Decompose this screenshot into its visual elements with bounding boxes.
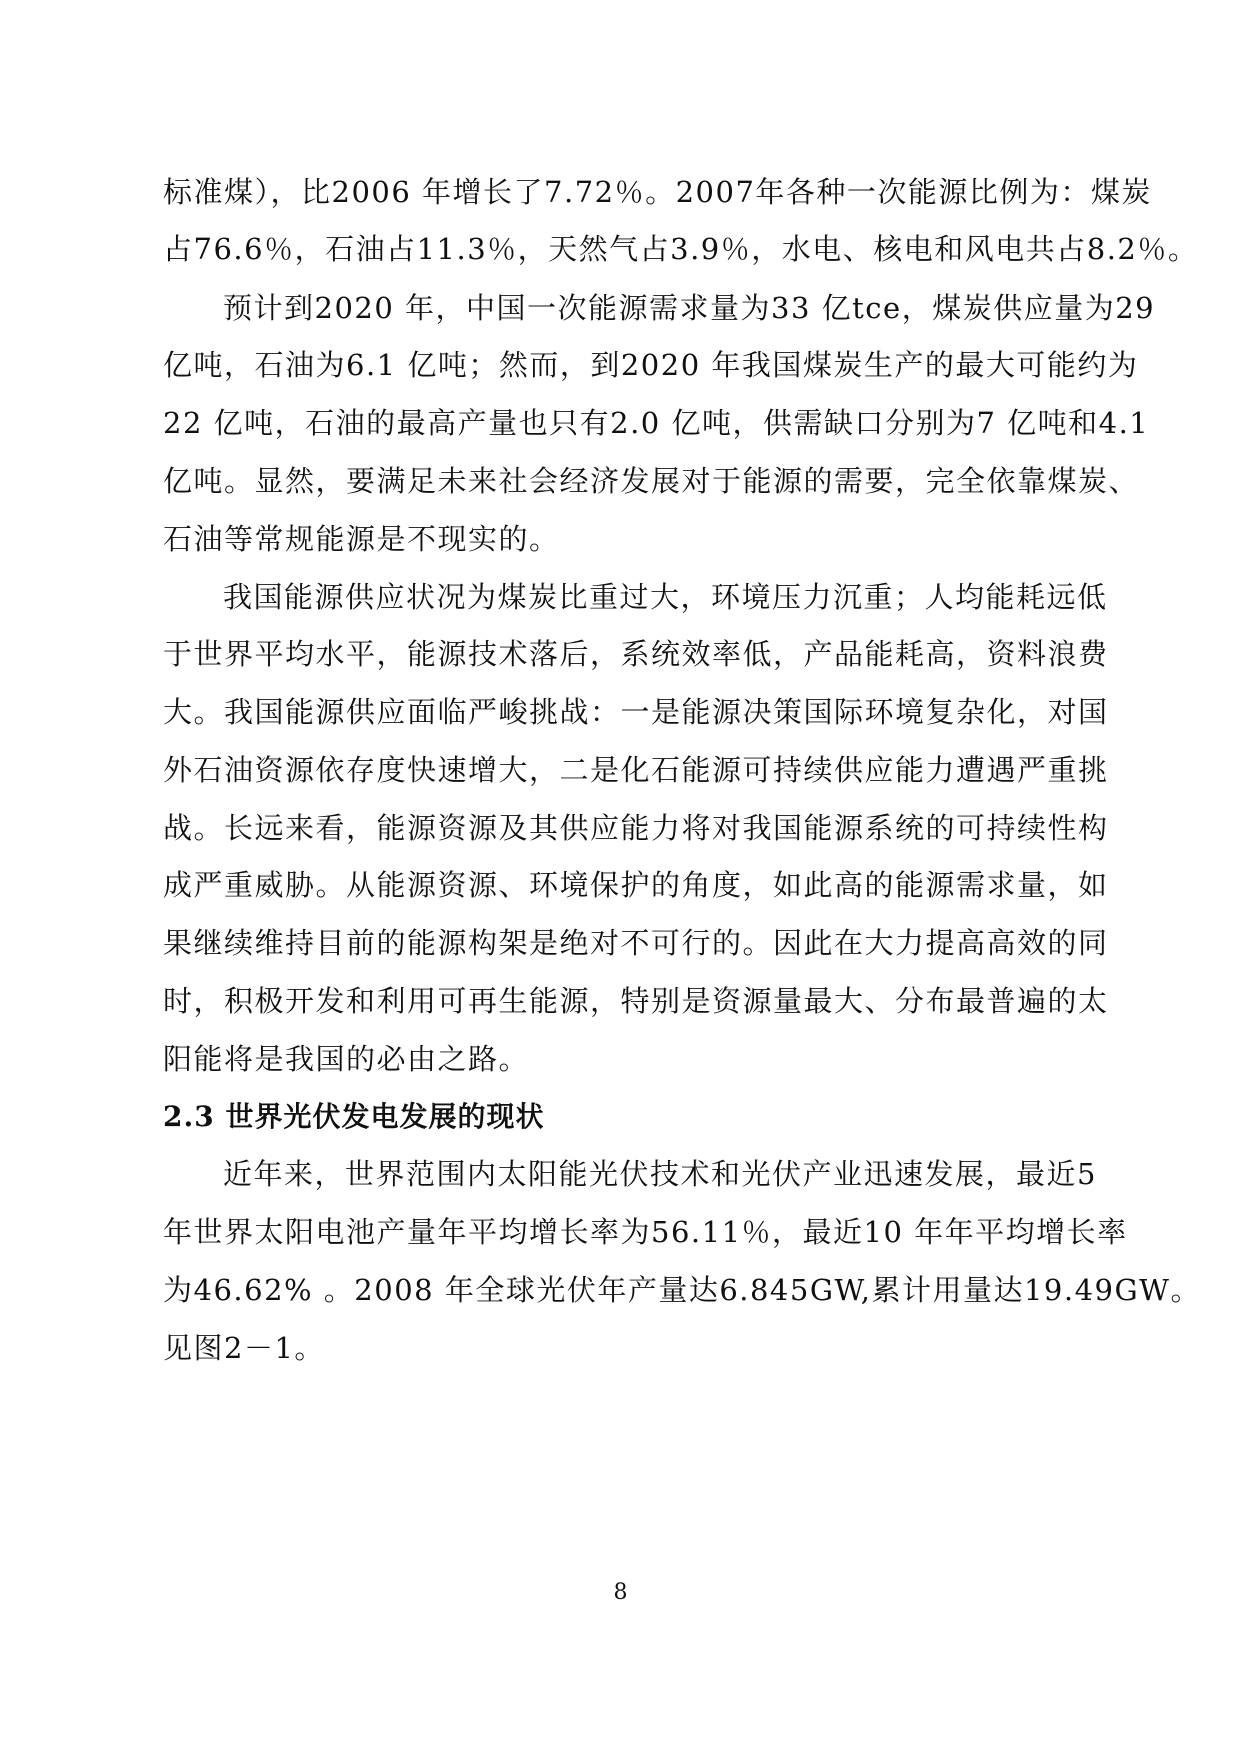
paragraph-line: 标准煤），比2006 年增长了7.72％。2007年各种一次能源比例为：煤炭 (163, 175, 1152, 209)
paragraph-line: 预计到2020 年，中国一次能源需求量为33 亿tce，煤炭供应量为29 (223, 291, 1156, 325)
page-number: 8 (613, 1580, 628, 1605)
paragraph-line: 于世界平均水平，能源技术落后，系统效率低，产品能耗高，资料浪费 (163, 637, 1109, 671)
paragraph-line: 近年来，世界范围内太阳能光伏技术和光伏产业迅速发展，最近5 (223, 1157, 1097, 1191)
paragraph-line: 成严重威胁。从能源资源、环境保护的角度，如此高的能源需求量，如 (163, 868, 1109, 902)
section-heading: 2.3 世界光伏发电发展的现状 (163, 1100, 545, 1133)
paragraph-line: 年世界太阳电池产量年平均增长率为56.11％，最近10 年年平均增长率 (163, 1215, 1128, 1249)
paragraph-line: 外石油资源依存度快速增大，二是化石能源可持续供应能力遭遇严重挑 (163, 753, 1109, 787)
paragraph-line: 石油等常规能源是不现实的。 (163, 522, 560, 556)
paragraph-line: 我国能源供应状况为煤炭比重过大，环境压力沉重；人均能耗远低 (223, 580, 1108, 614)
paragraph-line: 时，积极开发和利用可再生能源，特别是资源量最大、分布最普遍的太 (163, 984, 1109, 1018)
paragraph-line: 战。长远来看，能源资源及其供应能力将对我国能源系统的可持续性构 (163, 811, 1109, 845)
paragraph-line: 大。我国能源供应面临严峻挑战：一是能源决策国际环境复杂化，对国 (163, 695, 1109, 729)
paragraph-line: 22 亿吨，石油的最高产量也只有2.0 亿吨，供需缺口分别为7 亿吨和4.1 (163, 406, 1150, 440)
paragraph-line: 为46.62% 。2008 年全球光伏年产量达6.845GW,累计用量达19.49GW。 (163, 1273, 1201, 1307)
paragraph-line: 亿吨，石油为6.1 亿吨；然而，到2020 年我国煤炭生产的最大可能约为 (163, 348, 1139, 382)
paragraph-line: 见图2－1。 (163, 1331, 325, 1365)
paragraph-line: 果继续维持目前的能源构架是绝对不可行的。因此在大力提高高效的同 (163, 926, 1109, 960)
paragraph-line: 阳能将是我国的必由之路。 (163, 1042, 530, 1076)
paragraph-line: 占76.6％，石油占11.3％，天然气占3.9％，水电、核电和风电共占8.2％。 (163, 232, 1199, 266)
paragraph-line: 亿吨。显然，要满足未来社会经济发展对于能源的需要，完全依靠煤炭、 (163, 464, 1140, 498)
